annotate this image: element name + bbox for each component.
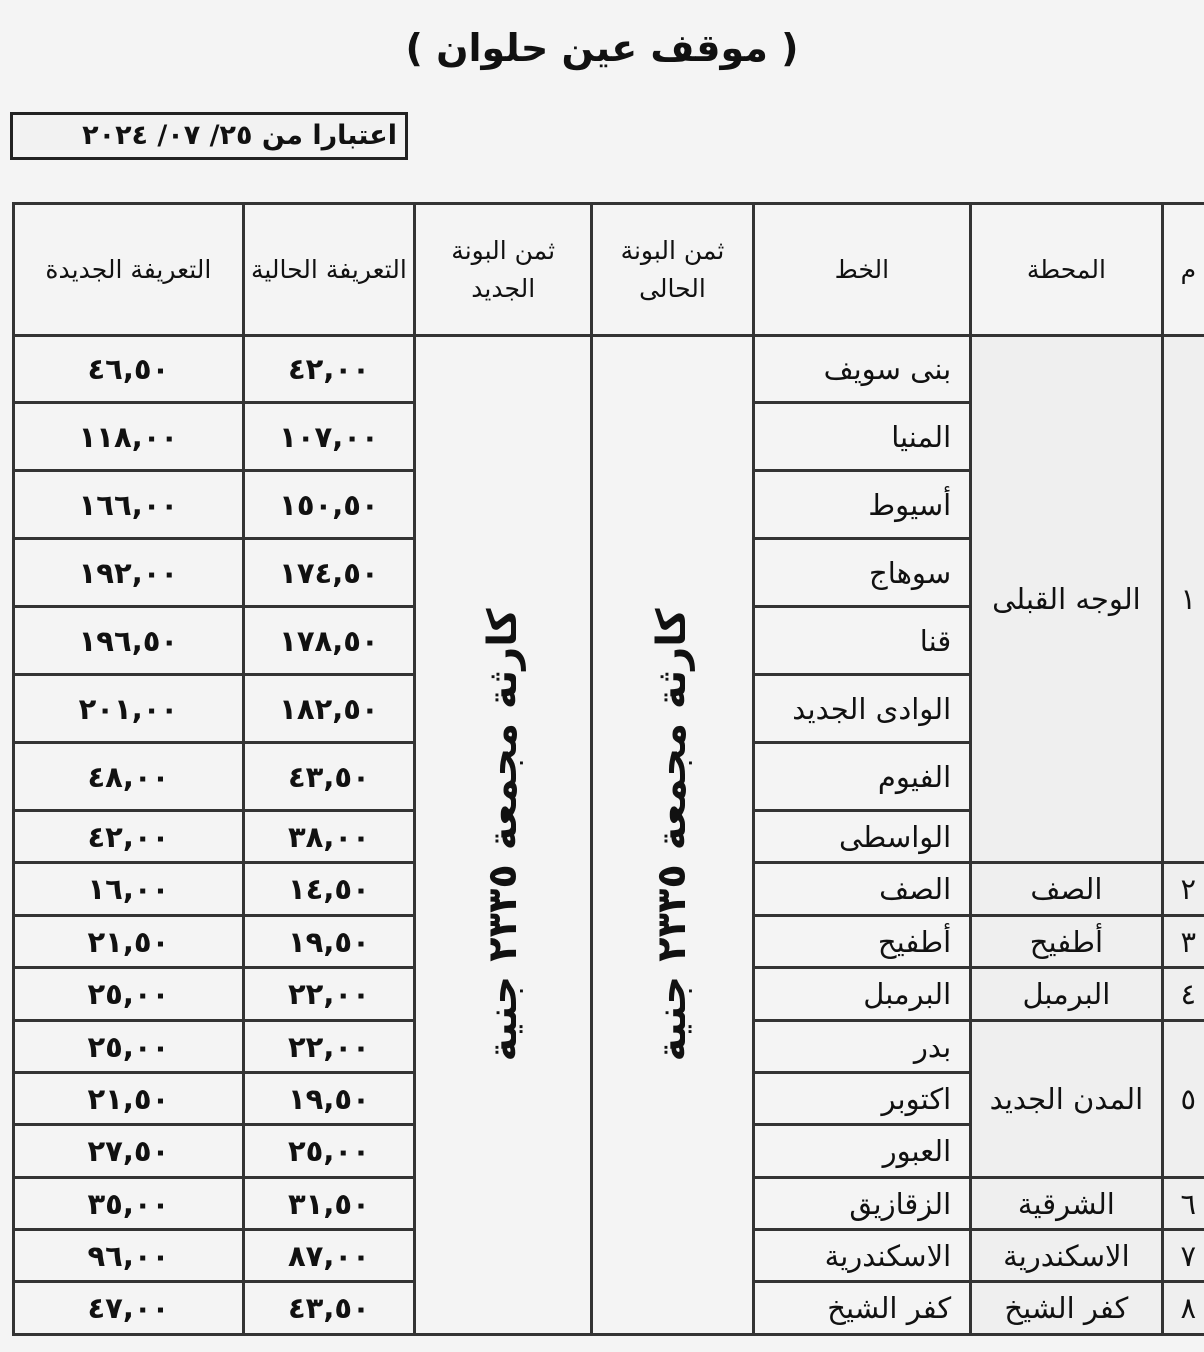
new-fare-cell: ٣٥,٠٠	[14, 1178, 244, 1230]
current-fare-cell: ١٤,٥٠	[243, 863, 414, 916]
new-fare-cell: ٢١,٥٠	[14, 916, 244, 968]
line-cell: الاسكندرية	[753, 1230, 971, 1282]
group-idx: ٥	[1162, 1021, 1204, 1178]
new-fare-cell: ٩٦,٠٠	[14, 1230, 244, 1282]
page-title: ( موقف عين حلوان )	[405, 26, 799, 70]
current-fare-cell: ٢٢,٠٠	[243, 1021, 414, 1073]
group-idx: ٧	[1162, 1230, 1204, 1282]
line-cell: اكتوبر	[753, 1073, 971, 1125]
new-fare-cell: ١٩٦,٥٠	[14, 607, 244, 675]
current-fare-cell: ٤٣,٥٠	[243, 1282, 414, 1335]
line-cell: الواسطى	[753, 811, 971, 863]
header-row	[14, 204, 1204, 336]
group-station: الشرقية	[971, 1178, 1162, 1230]
line-cell: كفر الشيخ	[753, 1282, 971, 1335]
group-station: الصف	[971, 863, 1162, 916]
line-cell: بنى سويف	[753, 336, 971, 403]
current-fare-cell: ١٧٤,٥٠	[243, 539, 414, 607]
effective-date: اعتبارا من ٢٥/ ٠٧/ ٢٠٢٤	[10, 112, 408, 160]
current-fare-cell: ٢٢,٠٠	[243, 968, 414, 1021]
current-fare-cell: ٨٧,٠٠	[243, 1230, 414, 1282]
group-idx: ١	[1162, 336, 1204, 863]
line-cell: الزقازيق	[753, 1178, 971, 1230]
new-fare-cell: ٤٦,٥٠	[14, 336, 244, 403]
group-station: كفر الشيخ	[971, 1282, 1162, 1335]
current-fare-cell: ١٠٧,٠٠	[243, 403, 414, 471]
current-fare-cell: ٢٥,٠٠	[243, 1125, 414, 1178]
line-cell: المنيا	[753, 403, 971, 471]
coupon-note-current: كارثة مجمعة ٢٣٣٥ جنية	[649, 608, 696, 1062]
header-line: الخط	[753, 204, 971, 336]
new-fare-cell: ١٩٢,٠٠	[14, 539, 244, 607]
group-idx: ٤	[1162, 968, 1204, 1021]
current-coupon-price-cell	[592, 336, 753, 1335]
line-cell: أطفيح	[753, 916, 971, 968]
current-fare-cell: ٣١,٥٠	[243, 1178, 414, 1230]
current-fare-cell: ١٩,٥٠	[243, 1073, 414, 1125]
line-cell: أسيوط	[753, 471, 971, 539]
header-station: المحطة	[971, 204, 1162, 336]
group-idx: ٨	[1162, 1282, 1204, 1335]
current-fare-cell: ١٨٢,٥٠	[243, 675, 414, 743]
current-fare-cell: ٤٢,٠٠	[243, 336, 414, 403]
new-fare-cell: ٤٨,٠٠	[14, 743, 244, 811]
group-station: البرمبل	[971, 968, 1162, 1021]
group-station: المدن الجديد	[971, 1021, 1162, 1178]
group-station: أطفيح	[971, 916, 1162, 968]
current-fare-cell: ٣٨,٠٠	[243, 811, 414, 863]
new-fare-cell: ١١٨,٠٠	[14, 403, 244, 471]
line-cell: بدر	[753, 1021, 971, 1073]
new-fare-cell: ٢١,٥٠	[14, 1073, 244, 1125]
header-new-coupon-price: ثمن البونة الجديد	[415, 204, 592, 336]
new-coupon-price-cell	[415, 336, 592, 1335]
line-cell: الصف	[753, 863, 971, 916]
header-current-fare: التعريفة الحالية	[243, 204, 414, 336]
new-fare-cell: ١٦٦,٠٠	[14, 471, 244, 539]
header-idx: م	[1162, 204, 1204, 336]
current-fare-cell: ١٩,٥٠	[243, 916, 414, 968]
table-row	[14, 336, 1204, 403]
line-cell: البرمبل	[753, 968, 971, 1021]
new-fare-cell: ٤٧,٠٠	[14, 1282, 244, 1335]
line-cell: قنا	[753, 607, 971, 675]
new-fare-cell: ٢٠١,٠٠	[14, 675, 244, 743]
line-cell: العبور	[753, 1125, 971, 1178]
current-fare-cell: ١٥٠,٥٠	[243, 471, 414, 539]
line-cell: الوادى الجديد	[753, 675, 971, 743]
header-new-fare: التعريفة الجديدة	[14, 204, 244, 336]
line-cell: الفيوم	[753, 743, 971, 811]
fares-table	[12, 202, 1204, 1336]
line-cell: سوهاج	[753, 539, 971, 607]
group-station: الوجه القبلى	[971, 336, 1162, 863]
new-fare-cell: ٤٢,٠٠	[14, 811, 244, 863]
header-current-coupon-price: ثمن البونة الحالى	[592, 204, 753, 336]
group-idx: ٢	[1162, 863, 1204, 916]
new-fare-cell: ٢٥,٠٠	[14, 1021, 244, 1073]
group-idx: ٣	[1162, 916, 1204, 968]
coupon-note-new: كارثة مجمعة ٢٣٣٥ جنية	[480, 608, 527, 1062]
group-idx: ٦	[1162, 1178, 1204, 1230]
current-fare-cell: ٤٣,٥٠	[243, 743, 414, 811]
new-fare-cell: ٢٧,٥٠	[14, 1125, 244, 1178]
new-fare-cell: ٢٥,٠٠	[14, 968, 244, 1021]
group-station: الاسكندرية	[971, 1230, 1162, 1282]
new-fare-cell: ١٦,٠٠	[14, 863, 244, 916]
current-fare-cell: ١٧٨,٥٠	[243, 607, 414, 675]
